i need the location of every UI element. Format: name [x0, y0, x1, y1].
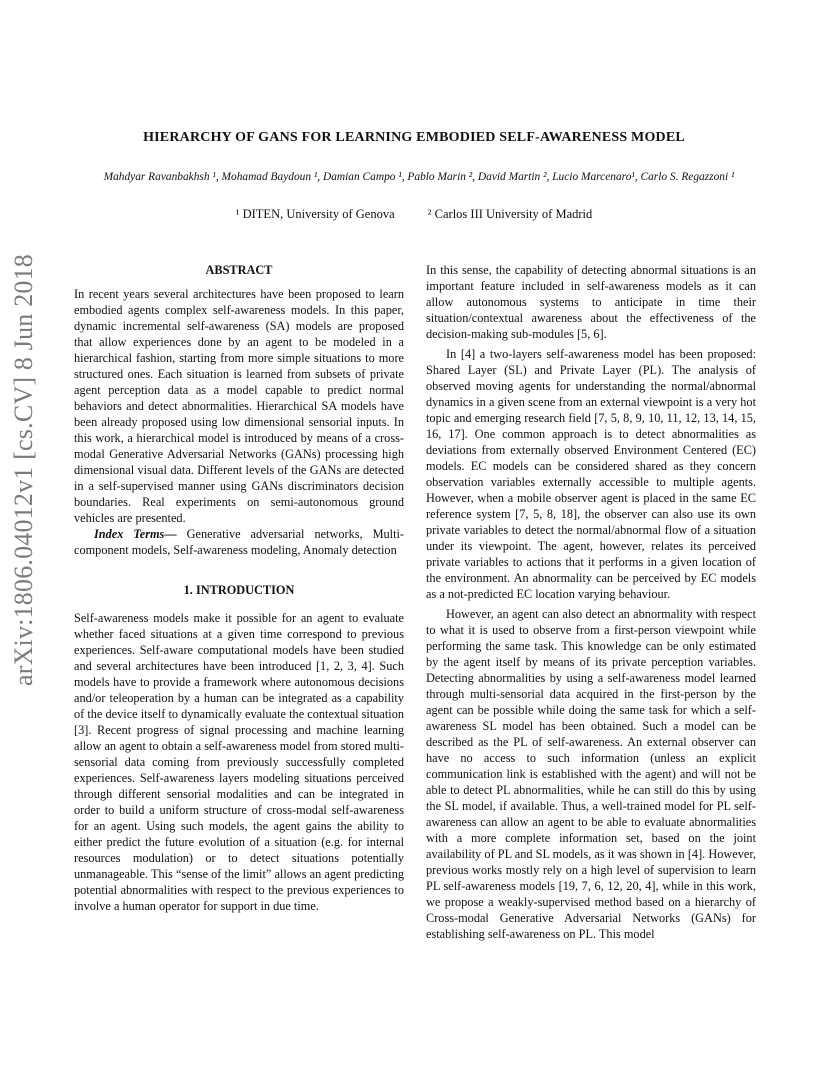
- affiliation-2: ² Carlos III University of Madrid: [427, 207, 593, 221]
- left-column: [74, 262, 404, 914]
- right-paragraph-2: In [4] a two-layers self-awareness model has been proposed: Shared Layer (SL) and Private Layer (PL). The analysis of observed moving agents for understanding the normal/abnormal dynamics in a given scene from an external viewpoint is a very hot topic and emerging research field [7, 5, 8, 9, 10, 11, 12, 13, 14, 15, 16, 17]. One common approach is to detect abnormalities as deviations from externally observed Environment Centered (EC) models. EC models can be considered shared as they concern observation variables externally accessible to multiple agents. However, when a mobile observer agent is placed in the same EC reference system [7, 5, 8, 18], the observer can also use its own private variables to detect the normal/abnormal flow of a situation under its viewpoint. The agent, however, relates its perceived private variables to actions that it performs in a given location of the environment. An abnormality can be perceived by EC models as a not-predicted EC location varying behaviour.: [426, 347, 756, 601]
- author-list: Mahdyar Ravanbakhsh ¹, Mohamad Baydoun ¹, Damian Campo ¹, Pablo Marin ², David Martin ², Lucio Marcenaro¹, Carlo S. Regazzoni ¹: [103, 171, 735, 183]
- introduction-heading: 1. INTRODUCTION: [183, 583, 295, 597]
- arxiv-id: arXiv:1806.04012v1 [cs.CV] 8 Jun 2018: [9, 253, 38, 687]
- index-terms-label: Index Terms—: [94, 527, 177, 541]
- intro-paragraph-1: Self-awareness models make it possible for an agent to evaluate whether faced situations at a given time correspond to previous experiences. Self-aware computational models have been studied and several architectures have been introduced [1, 2, 3, 4]. Such models have to provide a framework where autonomous decisions and/or teleoperation by a human can be integrated as a capability of the device itself to dynamically evaluate the contextual situation [3]. Recent progress of signal processing and machine learning allow an agent to obtain a self-awareness model from stored multi-sensorial data coming from previously successfully completed experiences. Self-awareness layers modeling situations perceived through different sensorial modalities and can be integrated in order to build a uniform structure of cross-modal self-awareness for an agent. Using such models, the agent gains the ability to either predict the future evolution of a situation (e.g. for internal resources modulation) or to detect situations potentially unmanageable. This “sense of the limit” allows an agent predicting potential abnormalities with respect to the previous experiences to involve a human operator for support in due time.: [74, 611, 404, 913]
- abstract-heading: ABSTRACT: [205, 263, 273, 277]
- affiliations: [74, 207, 754, 222]
- arxiv-stamp: [2, 250, 46, 690]
- right-column: [426, 262, 756, 942]
- paper-title: HIERARCHY OF GANS FOR LEARNING EMBODIED SELF-AWARENESS MODEL: [143, 130, 685, 145]
- right-paragraph-3: However, an agent can also detect an abnormality with respect to what it is used to observe from a first-person viewpoint while performing the same task. This knowledge can be only estimated by the agent itself by means of its private perception variables. Detecting abnormalities by using a self-awareness model learned through multi-sensorial data acquired in the first-person by the agent can be possible while doing the same task for which a self-awareness SL model has been obtained. Such a model can be described as the PL of self-awareness. An external observer can have no access to such information (unless an explicit communication link is established with the agent) and will not be able to detect PL abnormalities, while he can still do this by using the SL model, if available. Thus, a well-trained model for PL self-awareness can allow an agent to be able to evaluate abnormalities with a more complete information set, based on the joint availability of PL and SL models, as it was shown in [4]. However, previous works mostly rely on a high level of supervision to learn PL self-awareness models [19, 7, 6, 12, 20, 4], while in this work, we propose a weakly-supervised method based on a hierarchy of Cross-modal Generative Adversarial Networks (GANs) for establishing self-awareness on PL. This model: [426, 607, 756, 941]
- affiliation-1: ¹ DITEN, University of Genova: [235, 207, 395, 221]
- index-terms-text: Generative adversarial networks, Multi-component models, Self-awareness modeling, Anomaly detection: [74, 527, 405, 557]
- index-terms: [74, 526, 404, 558]
- abstract-text: In recent years several architectures have been proposed to learn embodied agents complex self-awareness models. In this paper, dynamic incremental self-awareness (SA) models are proposed that allow experiences done by an agent to be modeled in a hierarchical fashion, starting from more simple situations to more structured ones. Each situation is learned from subsets of private agent perception data as a model capable to predict normal behaviors and detect abnormalities. Hierarchical SA models have been already proposed using low dimensional sensorial inputs. In this work, a hierarchical model is introduced by means of a cross-modal Generative Adversarial Networks (GANs) processing high dimensional visual data. Different levels of the GANs are detected in a self-supervised manner using GANs discriminators decision boundaries. Real experiments on semi-autonomous ground vehicles are presented.: [74, 287, 404, 525]
- right-paragraph-1: In this sense, the capability of detecting abnormal situations is an important feature included in self-awareness models as it can allow autonomous systems to anticipate in time their situation/contextual awareness about the effectiveness of the decision-making sub-modules [5, 6].: [426, 263, 756, 341]
